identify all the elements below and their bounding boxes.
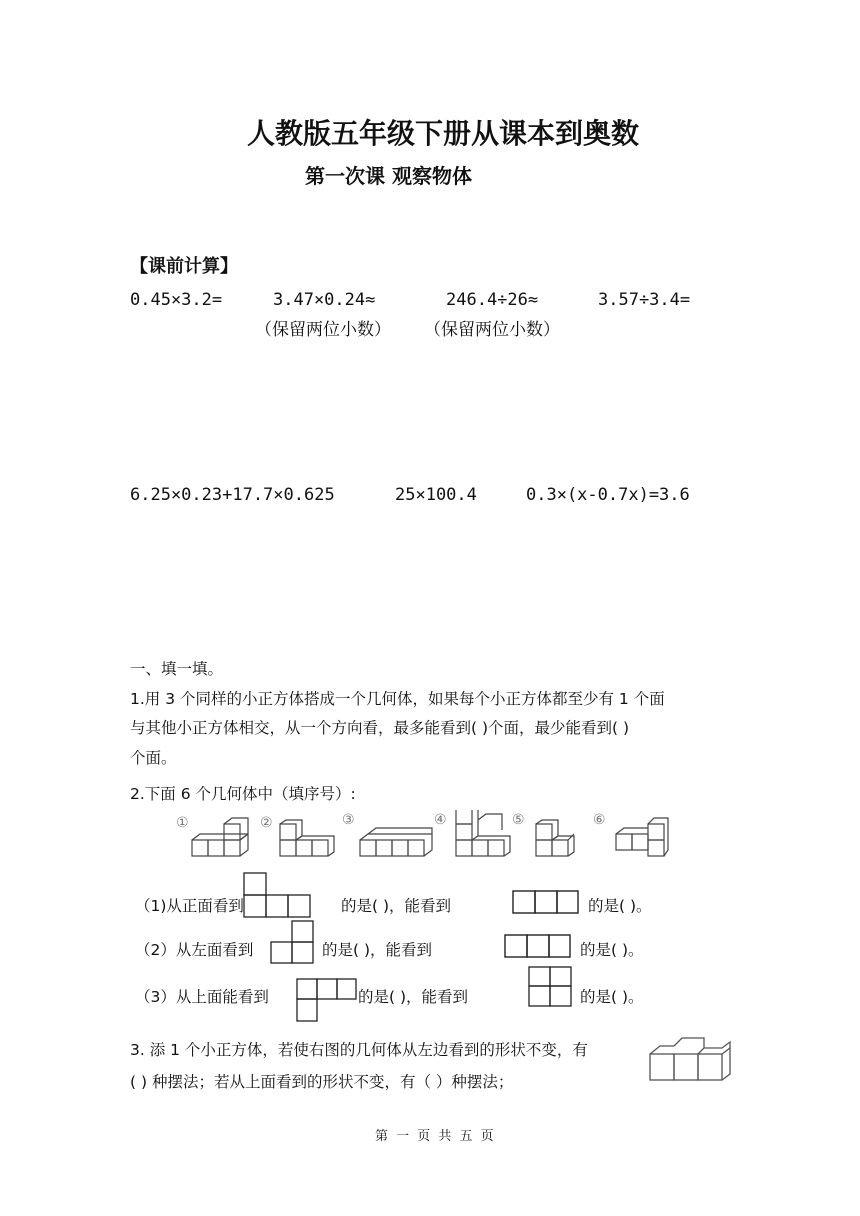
figure-1-cubes	[192, 818, 248, 856]
q2-1-middle: 的是( )，能看到	[341, 897, 452, 915]
figure-6-cubes	[616, 818, 668, 856]
front-view-shape-2	[512, 890, 580, 916]
figure-label-2: ②	[260, 815, 273, 831]
q1-line-2: 与其他小正方体相交，从一个方向看，最多能看到( )个面，最少能看到( )	[130, 719, 630, 737]
q3-line-2: ( ) 种摆法；若从上面看到的形状不变，有（ ）种摆法；	[130, 1073, 514, 1091]
q2-2-prefix: （2）从左面看到	[135, 941, 254, 959]
top-view-shape-2	[528, 966, 574, 1008]
q2-1-suffix: 的是( )。	[588, 897, 652, 915]
calc-item-7: 0.3×(x-0.7x)=3.6	[526, 485, 690, 505]
figure-3-cubes	[360, 828, 432, 856]
top-view-shape-1	[296, 978, 358, 1024]
calc-item-4: 3.57÷3.4=	[598, 290, 691, 310]
q2-2-suffix: 的是( )。	[580, 941, 644, 959]
page-footer: 第 一 页 共 五 页	[375, 1129, 496, 1144]
q2-intro: 2.下面 6 个几何体中（填序号）:	[130, 785, 356, 803]
front-view-shape-1	[243, 872, 313, 920]
calc-note-1: （保留两位小数）	[255, 320, 391, 340]
q3-line-1: 3. 添 1 个小正方体，若使右图的几何体从左边看到的形状不变，有	[130, 1041, 588, 1059]
left-view-shape-2	[504, 934, 572, 960]
lesson-subtitle: 第一次课 观察物体	[305, 164, 472, 188]
q1-line-3: 个面。	[130, 749, 177, 767]
section-heading: 一、填一填。	[130, 660, 224, 678]
q2-3-middle: 的是( )，能看到	[358, 988, 469, 1006]
calc-item-3: 246.4÷26≈	[446, 290, 539, 310]
q2-1-prefix: （1)从正面看到	[135, 897, 244, 915]
calc-item-6: 25×100.4	[395, 485, 477, 505]
calc-item-1: 0.45×3.2=	[130, 290, 223, 310]
left-view-shape-1	[270, 920, 316, 966]
figure-5-cubes	[536, 820, 574, 856]
figure-4-cubes	[456, 810, 510, 856]
page-title: 人教版五年级下册从课本到奥数	[247, 117, 640, 150]
q2-2-middle: 的是( )，能看到	[322, 941, 433, 959]
figure-2-cubes	[280, 820, 334, 856]
figure-label-6: ⑥	[593, 812, 606, 828]
figure-label-4: ④	[434, 812, 447, 828]
calc-item-5: 6.25×0.23+17.7×0.625	[130, 485, 335, 505]
q2-3-suffix: 的是( )。	[580, 988, 644, 1006]
q3-cube-figure	[646, 1034, 732, 1088]
calc-item-2: 3.47×0.24≈	[273, 290, 376, 310]
calc-heading: 【课前计算】	[130, 256, 238, 277]
figure-label-1: ①	[176, 815, 189, 831]
calc-note-2: （保留两位小数）	[424, 320, 560, 340]
q1-line-1: 1.用 3 个同样的小正方体搭成一个几何体，如果每个小正方体都至少有 1 个面	[130, 690, 665, 708]
cube-figures	[180, 810, 680, 870]
figure-label-5: ⑤	[512, 812, 525, 828]
q2-3-prefix: （3）从上面能看到	[135, 988, 269, 1006]
figure-label-3: ③	[342, 812, 355, 828]
